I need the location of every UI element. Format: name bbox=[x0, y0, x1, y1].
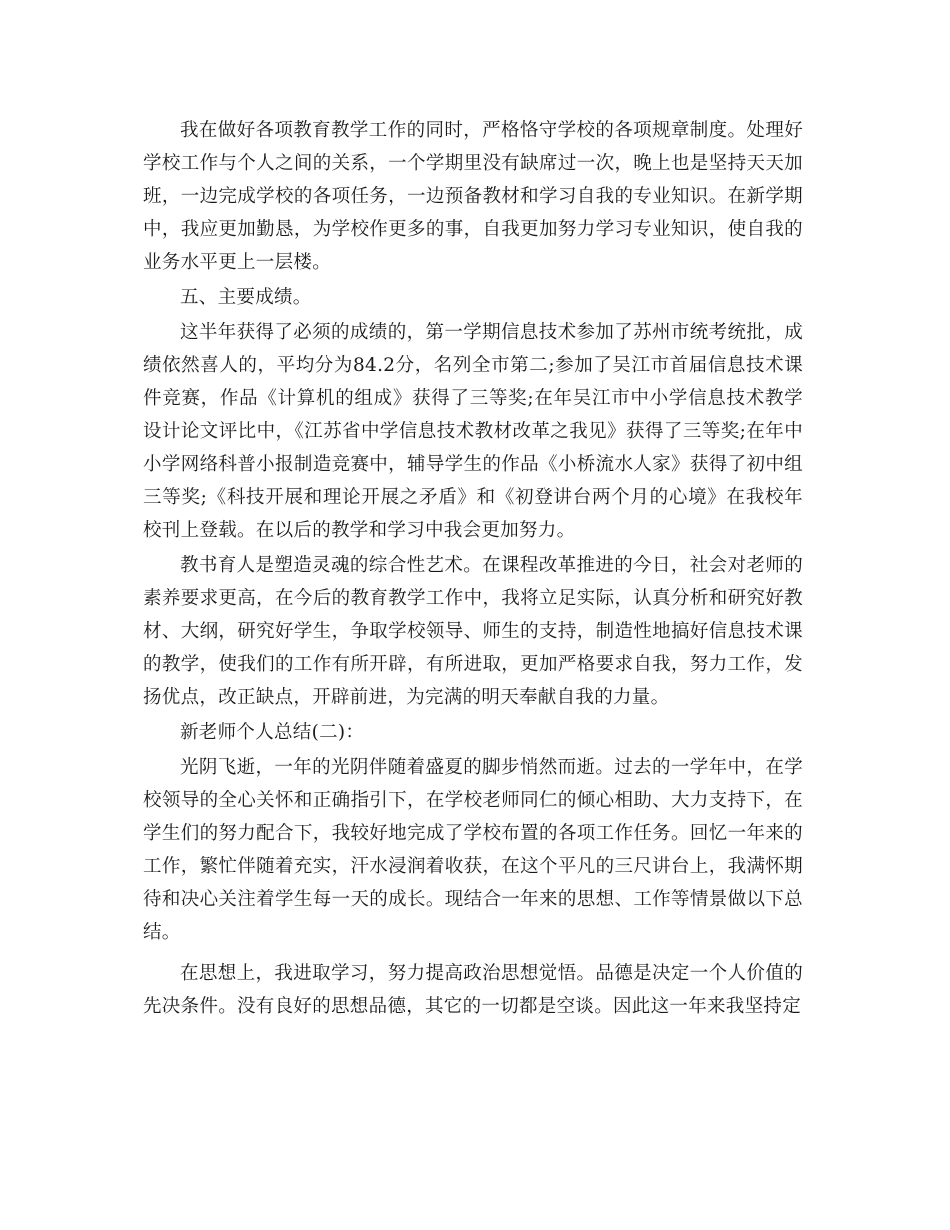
paragraph-discipline: 我在做好各项教育教学工作的同时，严格恪守学校的各项规章制度。处理好学校工作与个人之间的关系，一个学期里没有缺席过一次，晚上也是坚持天天加班，一边完成学校的各项任务，一边预备教材和学习自我的专业知识。在新学期中，我应更加勤恳，为学校作更多的事，自我更加努力学习专业知识，使自我的业务水平更上一层楼。 bbox=[143, 120, 803, 273]
paragraph-ideology: 在思想上，我进取学习，努力提高政治思想觉悟。品德是决定一个人价值的先决条件。没有良好的思想品德，其它的一切都是空谈。因此这一年来我坚持定 bbox=[143, 963, 803, 1017]
section-heading-achievements: 五、主要成绩。 bbox=[180, 287, 312, 308]
section-heading-summary-two: 新老师个人总结(二)： bbox=[180, 722, 365, 743]
paragraph-achievements: 这半年获得了必须的成绩的，第一学期信息技术参加了苏州市统考统批，成绩依然喜人的，平均分为84.2分，名列全市第二;参加了吴江市首届信息技术课件竞赛，作品《计算机的组成》获得了三等奖;在年吴江市中小学信息技术教学设计论文评比中，《江苏省中学信息技术教材改革之我见》获得了三等奖;在年中小学网络科普小报制造竞赛中，辅导学生的作品《小桥流水人家》获得了初中组三等奖;《科技开展和理论开展之矛盾》和《初登讲台两个月的心境》在我校年校刊上登载。在以后的教学和学习中我会更加努力。 bbox=[143, 322, 803, 541]
document-body bbox=[143, 114, 803, 1025]
paragraph-year-review: 光阴飞逝，一年的光阴伴随着盛夏的脚步悄然而逝。过去的一学年中，在学校领导的全心关怀和正确指引下，在学校老师同仁的倾心相助、大力支持下，在学生们的努力配合下，我较好地完成了学校布置的各项工作任务。回忆一年来的工作，繁忙伴随着充实，汗水浸润着收获，在这个平凡的三尺讲台上，我满怀期待和决心关注着学生每一天的成长。现结合一年来的思想、工作等情景做以下总结。 bbox=[143, 757, 803, 943]
paragraph-teaching-outlook: 教书育人是塑造灵魂的综合性艺术。在课程改革推进的今日，社会对老师的素养要求更高，在今后的教育教学工作中，我将立足实际，认真分析和研究好教材、大纲，研究好学生，争取学校领导、师生的支持，制造性地搞好信息技术课的教学，使我们的工作有所开辟，有所进取，更加严格要求自我，努力工作，发扬优点，改正缺点，开辟前进，为完满的明天奉献自我的力量。 bbox=[143, 555, 803, 708]
